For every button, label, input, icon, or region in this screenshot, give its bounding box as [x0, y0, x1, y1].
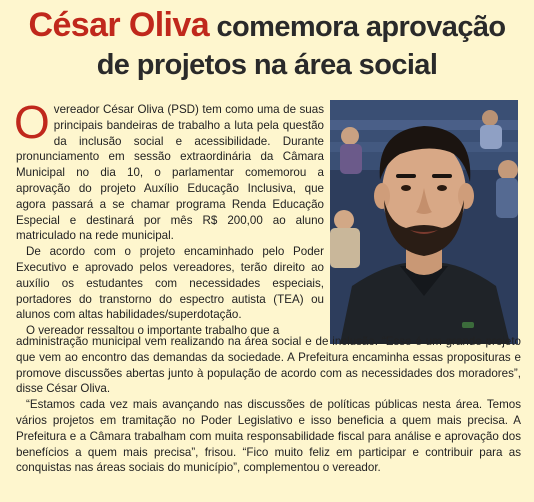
article-column-full	[16, 334, 521, 476]
headline	[0, 6, 534, 84]
dropcap: O	[14, 96, 50, 148]
paragraph-1	[14, 96, 324, 244]
paragraph-3-continued: administração municipal vem realizando na área social e de inclusão. “Esse é um grande projeto que vem ao encontro das demandas da sociedade. A Prefeitura encaminha essas proposituras e promove discussões abertas junto à população de acordo com as necessidades dos moradores”, disse César Oliva.	[16, 335, 521, 396]
headline-line-1	[0, 6, 534, 46]
headline-name: César Oliva	[28, 6, 210, 44]
paragraph-1-text: vereador César Oliva (PSD) tem como uma de suas principais bandeiras de trabalho a luta pela questão da inclusão social e acessibilidade. Durante pronunciamento em sessão extraordinária da Câmara Municipal no dia 10, o parlamentar comemorou a aprovação do projeto Auxílio Educação Inclusiva, que agora passará a se chamar programa Renda Educação Especial e destinará por mês R$ 200,00 ao aluno matriculado na rede municipal.	[16, 103, 324, 243]
headline-rest-line-1: comemora aprovação	[209, 11, 506, 43]
paragraph-2: De acordo com o projeto encaminhado pelo Poder Executivo e aprovado pelos vereadores, terão direito ao auxílio os estudantes com necessidades especiais, portadores do transtorno do espectro autista (TEA) ou alunos com altas habilidades/superdotação.	[16, 245, 324, 322]
article-column-left	[14, 96, 324, 339]
paragraph-3-start: O vereador ressaltou o importante trabalho que a	[26, 324, 280, 338]
paragraph-4: “Estamos cada vez mais avançando nas discussões de políticas públicas nesta área. Temos vários projetos em tramitação no Poder Legislativo e isso beneficia a quem mais precisa. A Prefeitura e a Câmara trabalham com muita responsabilidade fiscal para análise e aprovação dos benefícios a quem mais precisa”, frisou. “Fico muito feliz em participar e contribuir para as conquistas nas áreas sociais do município”, complementou o vereador.	[16, 398, 521, 475]
headline-line-2: de projetos na área social	[96, 49, 438, 81]
portrait-photo	[330, 100, 518, 344]
